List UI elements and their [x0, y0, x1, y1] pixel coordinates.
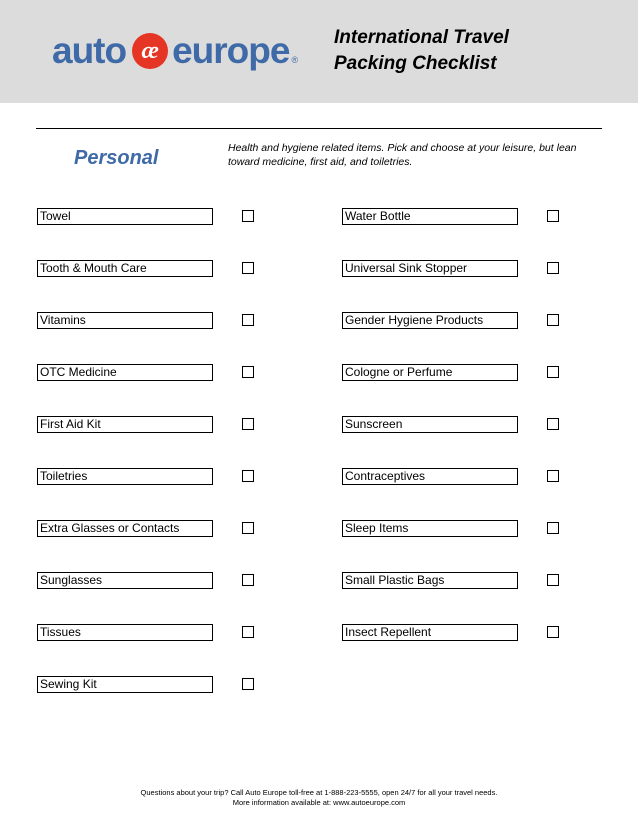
checkbox[interactable] [242, 418, 254, 430]
checkbox[interactable] [242, 678, 254, 690]
checkbox[interactable] [547, 574, 559, 586]
section-title: Personal [74, 147, 159, 169]
auto-europe-logo [52, 30, 298, 72]
checkbox[interactable] [547, 626, 559, 638]
logo-ae-mark-icon: æ [132, 33, 168, 69]
document-title-line-2: Packing Checklist [334, 53, 497, 74]
checklist-item-field[interactable]: Sunscreen [342, 416, 518, 433]
checklist-item-field[interactable]: Sunglasses [37, 572, 213, 589]
checkbox[interactable] [242, 626, 254, 638]
checklist-item-field[interactable]: Water Bottle [342, 208, 518, 225]
checklist-item-field[interactable]: Towel [37, 208, 213, 225]
header-divider [36, 128, 602, 129]
checklist-item-field[interactable]: Universal Sink Stopper [342, 260, 518, 277]
checklist-item-field[interactable]: Tissues [37, 624, 213, 641]
checklist-item-field[interactable]: Sewing Kit [37, 676, 213, 693]
checklist-item-field[interactable]: Cologne or Perfume [342, 364, 518, 381]
checkbox[interactable] [242, 366, 254, 378]
checklist-item-field[interactable]: Gender Hygiene Products [342, 312, 518, 329]
checkbox[interactable] [547, 262, 559, 274]
checklist-item-field[interactable]: Extra Glasses or Contacts [37, 520, 213, 537]
footer-website-line: More information available at: www.autoeurope.com [232, 798, 406, 807]
document-title [334, 25, 614, 77]
checklist-item-field[interactable]: Contraceptives [342, 468, 518, 485]
checkbox[interactable] [547, 314, 559, 326]
checkbox[interactable] [547, 418, 559, 430]
checklist-item-field[interactable]: Insect Repellent [342, 624, 518, 641]
checkbox[interactable] [242, 574, 254, 586]
checklist-item-field[interactable]: Sleep Items [342, 520, 518, 537]
checklist-item-field[interactable]: OTC Medicine [37, 364, 213, 381]
checkbox[interactable] [242, 470, 254, 482]
logo-word-auto: auto [52, 30, 127, 71]
checkbox[interactable] [547, 470, 559, 482]
checklist-item-field[interactable]: Vitamins [37, 312, 213, 329]
logo-word-europe: europe [172, 30, 290, 71]
checkbox[interactable] [242, 314, 254, 326]
checklist-item-field[interactable]: First Aid Kit [37, 416, 213, 433]
checkbox[interactable] [547, 210, 559, 222]
checkbox[interactable] [547, 522, 559, 534]
registered-mark: ® [291, 55, 299, 65]
document-title-line-1: International Travel [334, 27, 509, 48]
checklist-item-field[interactable]: Tooth & Mouth Care [37, 260, 213, 277]
checkbox[interactable] [242, 262, 254, 274]
checkbox[interactable] [242, 522, 254, 534]
checklist-item-field[interactable]: Toiletries [37, 468, 213, 485]
checkbox[interactable] [547, 366, 559, 378]
checklist-item-field[interactable]: Small Plastic Bags [342, 572, 518, 589]
checkbox[interactable] [242, 210, 254, 222]
footer [0, 788, 638, 808]
section-description: Health and hygiene related items. Pick and choose at your leisure, but lean toward medicine, first aid, and toiletries. [228, 142, 577, 168]
footer-contact-line: Questions about your trip? Call Auto Europe toll-free at 1-888-223-5555, open 24/7 for all your travel needs. [140, 788, 498, 797]
